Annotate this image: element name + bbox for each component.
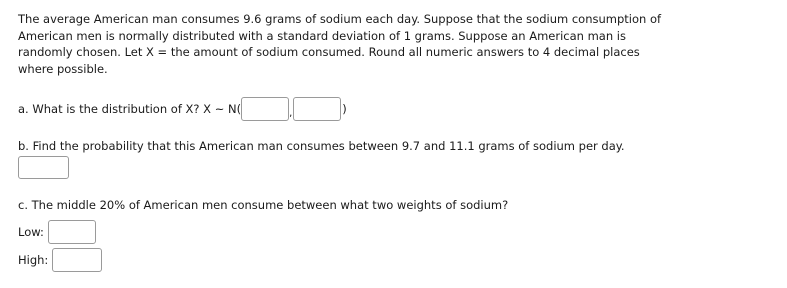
part-a-close-paren: ) [342,102,347,116]
part-c-question [18,198,508,212]
part-c-low-label: Low: [18,225,44,239]
part-b-probability-input[interactable] [18,156,69,179]
part-b-prompt: b. Find the probability that this American man consumes between 9.7 and 11.1 grams of sodium per day. [18,139,625,153]
problem-line-3: randomly chosen. Let X = the amount of sodium consumed. Round all numeric answers to 4 decimal places [18,45,640,59]
part-b-question [18,139,625,153]
part-c-high-label: High: [18,253,49,267]
problem-line-1: The average American man consumes 9.6 grams of sodium each day. Suppose that the sodium consumption of [18,12,662,26]
part-a-comma: , [289,107,293,119]
part-c-low-row [18,220,96,244]
part-a-sd-input[interactable] [293,97,341,121]
part-c-low-input[interactable] [48,220,96,244]
part-c-high-input[interactable] [52,248,102,272]
problem-statement [18,11,662,77]
part-c-prompt: c. The middle 20% of American men consume between what two weights of sodium? [18,198,509,212]
problem-line-4: where possible. [18,61,108,76]
problem-line-2: American men is normally distributed with a standard deviation of 1 grams. Suppose an American man is [18,28,626,43]
part-c-high-row [18,248,102,272]
part-a-question [18,97,347,121]
part-a-prompt: a. What is the distribution of X? X ~ N( [18,102,242,116]
part-a-mean-input[interactable] [241,97,289,121]
